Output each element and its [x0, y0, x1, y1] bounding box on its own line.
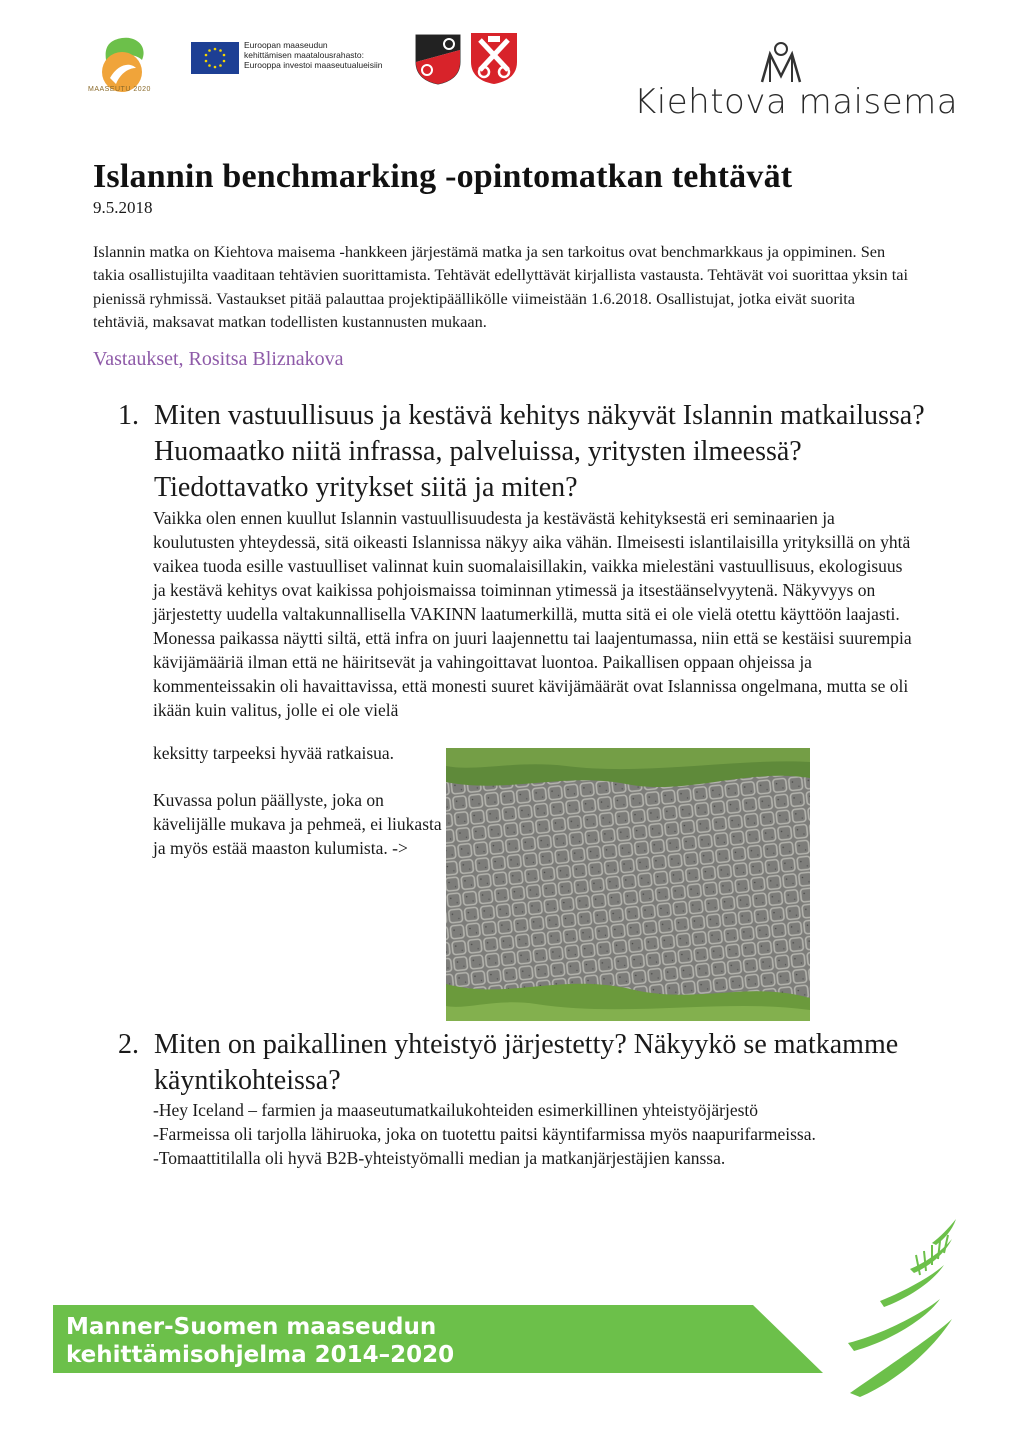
answer-2-item: -Farmeissa oli tarjolla lähiruoka, joka on tuotettu paitsi käyntifarmissa myös naapurifarmeissa. [153, 1124, 816, 1144]
answer-2 [153, 1098, 913, 1170]
answer-2-item: -Tomaattitilalla oli hyvä B2B-yhteistyömalli median ja matkanjärjestäjien kanssa. [153, 1148, 726, 1168]
municipal-crest-1-icon [413, 32, 463, 86]
maaseutu-logo-label: MAASEUTU 2020 [88, 86, 151, 93]
eu-flag-icon [191, 42, 239, 74]
question-1-number: 1. [118, 400, 139, 431]
question-1-text: Miten vastuullisuus ja kestävä kehitys näkyvät Islannin matkailussa? Huomaatko niitä infrassa, palveluissa, yritysten ilmeessä? Tiedottavatko yritykset siitä ja miten? [154, 400, 925, 503]
page-title: Islannin benchmarking -opintomatkan tehtävät [93, 158, 793, 195]
answer-1-last-line: keksitty tarpeeksi hyvää ratkaisua. [153, 743, 395, 763]
photo-caption: Kuvassa polun päällyste, joka on kävelijälle mukava ja pehmeä, ei liukasta ja myös estää maaston kulumista. -> [153, 790, 442, 858]
footer-banner-text [66, 1313, 454, 1369]
question-2-text: Miten on paikallinen yhteistyö järjestetty? Näkyykö se matkamme käyntikohteissa? [154, 1029, 899, 1096]
answer-1: Vaikka olen ennen kuullut Islannin vastuullisuudesta ja kestävästä kehityksestä eri seminaarien ja koulutusten yhteydessä, sitä oikeasti Islannissa näkyy aika vähän. Ilmeisesti islantilaisilla yrityksillä on yhtä vaikea tuoda esille vastuulliset valinnat kuin suomalaisillakin, vaikka mielestäni vastuullisuus, ekologisuus ja kestävä kehitys ovat kaikissa pohjoismaissa toiminnan ytimessä ja itsestäänselvyytenä. Näkyvyys on järjestetty uudella valtakunnallisella VAKINN laatumerkillä, mutta sitä ei ole vielä otettu käyttöön laajasti. Monessa paikassa näytti siltä, että infra on juuri laajennettu tai laajentumassa, niin että se kestäisi suurempia kävijämääriä ilman että ne häiritsevät ja vahingoittavat luontoa. Paikallisen oppaan ohjeissa ja kommenteissakin oli havaittavissa, että monesti suuret kävijämäärät ovat Islannissa ongelmana, mutta se oli ikään kuin valitus, jolle ei ole vielä [153, 508, 912, 720]
municipal-crest-2-icon [468, 30, 520, 86]
document-date: 9.5.2018 [93, 198, 153, 217]
project-name: Kiehtova maisema [634, 82, 959, 122]
eu-line-2: kehittämisen maatalousrahasto: [244, 50, 365, 60]
kiehtova-maisema-logo-icon [756, 40, 806, 84]
question-2-number: 2. [118, 1029, 139, 1060]
answer-2-item: -Hey Iceland – farmien ja maaseutumatkailukohteiden esimerkillinen yhteistyöjärjestö [153, 1100, 759, 1120]
eu-line-3: Eurooppa investoi maaseutualueisiin [244, 60, 383, 70]
footer-banner-line-2: kehittämisohjelma 2014–2020 [66, 1342, 455, 1368]
eu-line-1: Euroopan maaseudun [244, 40, 328, 50]
answers-author: Vastaukset, Rositsa Bliznakova [93, 348, 344, 370]
eu-funding-text [244, 40, 414, 70]
intro-paragraph: Islannin matka on Kiehtova maisema -hankkeen järjestämä matka ja sen tarkoitus ovat benchmarkkaus ja oppiminen. Sen takia osallistujilta vaaditaan tehtävien suorittamista. Tehtävät edellyttävät kirjallista vastausta. Tehtävät voi suorittaa yksin tai pienissä ryhmissä. Vastaukset pitää palauttaa projektipäällikölle viimeistään 1.6.2018. Osallistujat, jotka eivät suorita tehtäviä, maksavat matkan todellisten kustannusten mukaan. [93, 242, 909, 332]
footer-banner-line-1: Manner-Suomen maaseudun [66, 1314, 437, 1340]
path-surface-photo [446, 748, 810, 1021]
fern-leaf-icon [840, 1215, 965, 1400]
